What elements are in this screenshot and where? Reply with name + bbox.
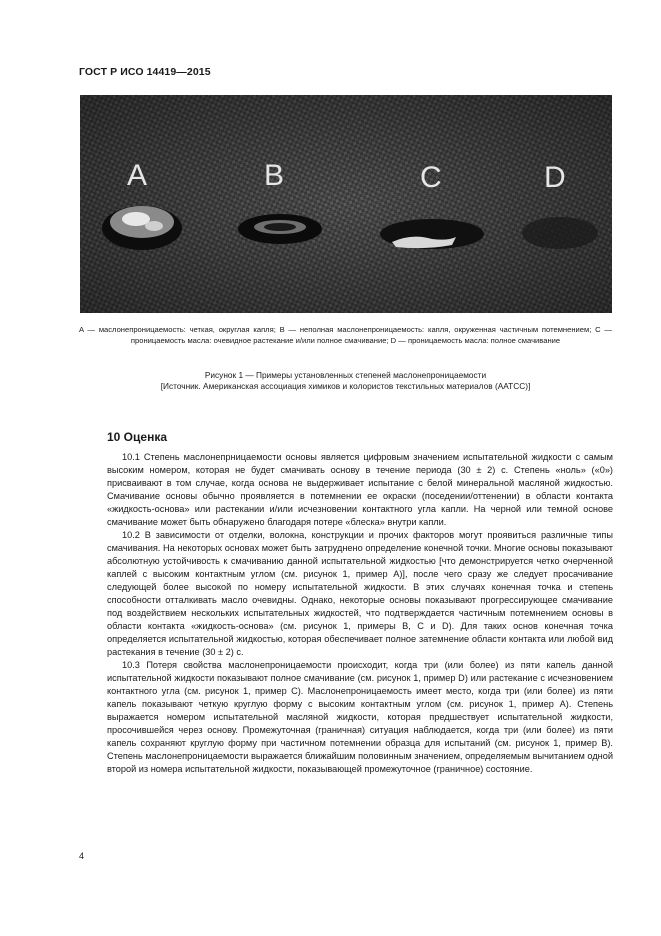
photo-letter-d: D [544,161,566,194]
paragraph-10-3: 10.3 Потеря свойства маслонепроницаемости происходит, когда три (или более) из пяти капель данной испытательной жидкости показывают полное смачивание (см. рисунок 1, пример D) или растекание с исчезновением контактного угла (см. рисунок 1, пример C). Маслонепроницаемость имеет место, когда три (или более) из пяти капель показывают четкую круглую форму с высоким контактным углом (см. рисунок 1, пример A). Степень выражается номером испытательной масляной жидкости, которая предшествует испытательной жидкости, просочившейся через основу. Промежуточная (граничная) ситуация наблюдается, когда три (или более) из пяти капель сохраняют круглую форму при частичном потемнении образца для испытаний (см. рисунок 1, пример B). Степень маслонепроницаемости выражается ближайшим половинным значением, определяемым вычитанием одной второй из номера испытательной жидкости, показывающей промежуточное (граничное) состояние. [107,660,613,774]
photo-letter-b: B [264,159,285,192]
figure-photo [80,95,612,313]
figure-caption [79,370,612,392]
page-number: 4 [79,851,85,861]
paragraph-10-2: 10.2 В зависимости от отделки, волокна, конструкции и прочих факторов могут проявиться различные типы смачивания. На некоторых основах может быть затруднено определение конечной точки. Многие основы показывают абсолютную устойчивость к смачиванию данной испытательной жидкостью [что демонстрируется четко очерченной каплей с высоким контактным углом (см. рисунок 1, пример A)], после чего сразу же следует просачивание следующей более высокой по номеру испытательной жидкости. В этих случаях конечная точка и степень способности отталкивать масло очевидны. Однако, некоторые основы показывают прогрессирующее смачивание под воздействием нескольких испытательных жидкостей, что подтверждается частичным потемнением основы в области контакта «жидкость-основа» (см. рисунок 1, примеры B, C и D). Для таких основ конечная точка определяется испытательной жидкостью, которая обеспечивает полное затемнение области контакта или любой вид растекания в течение (30 ± 2) с. [107,530,613,657]
photo-letter-a: A [127,159,148,192]
standard-header: ГОСТ Р ИСО 14419—2015 [79,66,211,78]
section-title: 10 Оценка [107,430,167,444]
figure-caption-source: [Источник. Американская ассоциация химиков и колористов текстильных материалов (AATCC)] [160,381,531,391]
body-text [107,451,613,776]
photo-letter-c: C [420,161,442,194]
figure-caption-title: Рисунок 1 — Примеры установленных степеней маслонепроницаемости [204,370,487,380]
paragraph-10-1: 10.1 Степень маслонепрницаемости основы является цифровым значением испытательной жидкости с самым высоким номером, которая не будет смачивать основу в течение периода (30 ± 2) с. Степень «ноль» («0») присваивают в том случае, когда основа не выдерживает испытание с белой минеральной масляной жидкостью. Смачивание основы обычно проявляется в потемнении ее окраски (поседении/оттенении) в области контакта «жидкость-основа» или растекании и/или исчезновении контактного угла капли. На черной или темной основе смачивание может быть обнаружено благодаря потере «блеска» внутри капли. [107,452,613,527]
drop-d [522,217,598,249]
figure-legend: A — маслонепроницаемость: четкая, округлая капля; B — неполная маслонепроницаемость: капля, окруженная частичным потемнением; C — проницаемость масла: очевидное растекание и/или полное смачивание; D — проницаемость масла: полное смачивание [79,325,612,345]
